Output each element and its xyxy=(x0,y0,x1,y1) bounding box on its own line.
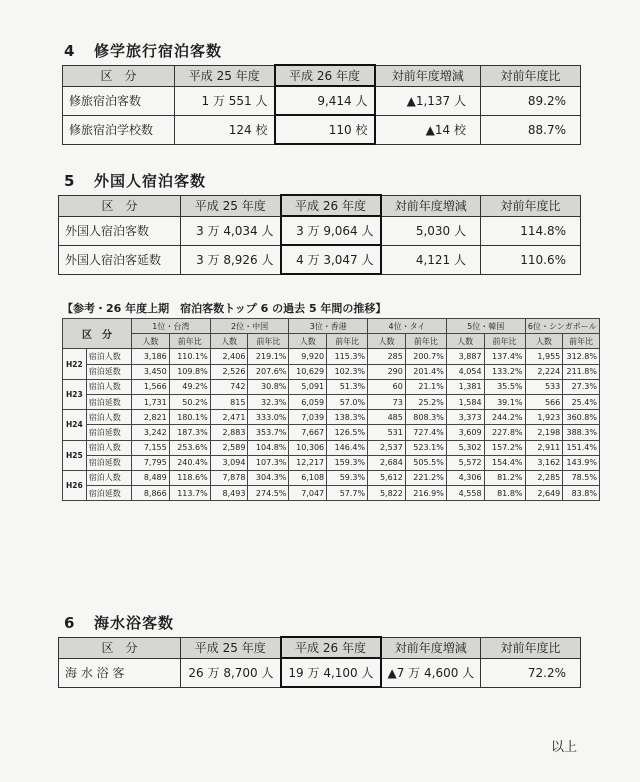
year-label: H23 xyxy=(63,379,87,409)
table-row xyxy=(63,440,600,455)
people-cell: 285 xyxy=(368,349,406,364)
people-cell: 8,489 xyxy=(132,470,170,485)
people-cell: 742 xyxy=(210,379,248,394)
people-cell: 5,572 xyxy=(446,455,484,470)
metric-label: 宿泊延数 xyxy=(86,425,131,440)
table-row xyxy=(63,486,600,501)
ratio-cell: 143.9% xyxy=(563,455,600,470)
ratio-cell: 118.6% xyxy=(169,470,210,485)
ratio-cell: 30.8% xyxy=(248,379,289,394)
ratio-cell: 187.3% xyxy=(169,425,210,440)
header-h26: 平成 26 年度 xyxy=(275,65,375,86)
ratio-cell: 219.1% xyxy=(248,349,289,364)
value-ratio: 110.6% xyxy=(481,245,581,274)
year-label: H22 xyxy=(63,349,87,379)
year-label: H25 xyxy=(63,440,87,470)
people-cell: 1,955 xyxy=(525,349,563,364)
table-row xyxy=(63,364,600,379)
value-ratio: 88.7% xyxy=(481,115,581,144)
people-cell: 4,306 xyxy=(446,470,484,485)
subheader-ratio: 前年比 xyxy=(484,334,525,349)
foreign-guests-table xyxy=(58,194,581,275)
ratio-cell: 27.3% xyxy=(563,379,600,394)
metric-label: 宿泊人数 xyxy=(86,470,131,485)
people-cell: 5,091 xyxy=(289,379,327,394)
section-number: 4 xyxy=(64,42,76,60)
row-label: 外国人宿泊客延数 xyxy=(59,245,181,274)
ratio-cell: 51.3% xyxy=(327,379,368,394)
subheader-people: 人数 xyxy=(289,334,327,349)
value-ratio: 114.8% xyxy=(481,216,581,245)
subheader-people: 人数 xyxy=(210,334,248,349)
people-cell: 2,526 xyxy=(210,364,248,379)
table-row xyxy=(63,455,600,470)
subheader-ratio: 前年比 xyxy=(169,334,210,349)
value-h25: 3 万 4,034 人 xyxy=(181,216,281,245)
value-change: ▲14 校 xyxy=(375,115,481,144)
people-cell: 533 xyxy=(525,379,563,394)
ratio-cell: 49.2% xyxy=(169,379,210,394)
header-change: 対前年度増減 xyxy=(381,637,481,658)
people-cell: 9,920 xyxy=(289,349,327,364)
people-cell: 10,629 xyxy=(289,364,327,379)
ratio-cell: 808.3% xyxy=(405,410,446,425)
ratio-cell: 81.8% xyxy=(484,486,525,501)
people-cell: 3,186 xyxy=(132,349,170,364)
beach-visitors-table xyxy=(58,636,581,688)
subheader-ratio: 前年比 xyxy=(248,334,289,349)
table-header-row xyxy=(59,637,581,658)
header-h25: 平成 25 年度 xyxy=(175,65,275,86)
ratio-cell: 211.8% xyxy=(563,364,600,379)
ratio-cell: 104.8% xyxy=(248,440,289,455)
value-h25: 124 校 xyxy=(175,115,275,144)
people-cell: 2,537 xyxy=(368,440,406,455)
ratio-cell: 110.1% xyxy=(169,349,210,364)
subheader-people: 人数 xyxy=(132,334,170,349)
ratio-cell: 353.7% xyxy=(248,425,289,440)
header-change: 対前年度増減 xyxy=(381,195,481,216)
row-label: 外国人宿泊客数 xyxy=(59,216,181,245)
value-h26: 19 万 4,100 人 xyxy=(281,658,381,687)
ratio-cell: 157.2% xyxy=(484,440,525,455)
people-cell: 3,162 xyxy=(525,455,563,470)
metric-label: 宿泊延数 xyxy=(86,455,131,470)
people-cell: 1,381 xyxy=(446,379,484,394)
row-label: 修旅宿泊客数 xyxy=(63,86,175,115)
subheader-people: 人数 xyxy=(446,334,484,349)
table-row xyxy=(63,470,600,485)
ratio-cell: 138.3% xyxy=(327,410,368,425)
year-label: H26 xyxy=(63,470,87,500)
people-cell: 4,558 xyxy=(446,486,484,501)
people-cell: 2,911 xyxy=(525,440,563,455)
table-row xyxy=(63,115,581,144)
value-h26: 110 校 xyxy=(275,115,375,144)
table-row xyxy=(59,658,581,687)
ratio-cell: 304.3% xyxy=(248,470,289,485)
header-country: 6位・シンガポール xyxy=(525,319,599,334)
table-header-row xyxy=(63,65,581,86)
table-row xyxy=(63,394,600,409)
ratio-cell: 57.0% xyxy=(327,394,368,409)
metric-label: 宿泊人数 xyxy=(86,440,131,455)
ratio-cell: 253.6% xyxy=(169,440,210,455)
ratio-cell: 81.2% xyxy=(484,470,525,485)
metric-label: 宿泊延数 xyxy=(86,394,131,409)
people-cell: 2,406 xyxy=(210,349,248,364)
ratio-cell: 21.1% xyxy=(405,379,446,394)
people-cell: 6,108 xyxy=(289,470,327,485)
people-cell: 2,821 xyxy=(132,410,170,425)
ratio-cell: 25.4% xyxy=(563,394,600,409)
section-title-text: 修学旅行宿泊客数 xyxy=(94,42,223,60)
people-cell: 815 xyxy=(210,394,248,409)
value-change: 5,030 人 xyxy=(381,216,481,245)
header-kubun: 区 分 xyxy=(59,637,181,658)
ratio-cell: 78.5% xyxy=(563,470,600,485)
section-title-text: 海水浴客数 xyxy=(94,614,175,632)
people-cell: 7,667 xyxy=(289,425,327,440)
header-country: 3位・香港 xyxy=(289,319,368,334)
subheader-people: 人数 xyxy=(525,334,563,349)
header-ratio: 対前年度比 xyxy=(481,65,581,86)
header-change: 対前年度増減 xyxy=(375,65,481,86)
closing-remark: 以上 xyxy=(551,740,578,755)
people-cell: 1,923 xyxy=(525,410,563,425)
ratio-cell: 109.8% xyxy=(169,364,210,379)
row-label: 修旅宿泊学校数 xyxy=(63,115,175,144)
ratio-cell: 727.4% xyxy=(405,425,446,440)
ratio-cell: 32.3% xyxy=(248,394,289,409)
metric-label: 宿泊人数 xyxy=(86,349,131,364)
section-4-title xyxy=(64,40,222,61)
people-cell: 566 xyxy=(525,394,563,409)
value-h26: 9,414 人 xyxy=(275,86,375,115)
people-cell: 531 xyxy=(368,425,406,440)
header-h26: 平成 26 年度 xyxy=(281,637,381,658)
people-cell: 2,285 xyxy=(525,470,563,485)
subheader-people: 人数 xyxy=(368,334,406,349)
people-cell: 1,566 xyxy=(132,379,170,394)
ratio-cell: 102.3% xyxy=(327,364,368,379)
value-change: 4,121 人 xyxy=(381,245,481,274)
people-cell: 1,584 xyxy=(446,394,484,409)
people-cell: 2,198 xyxy=(525,425,563,440)
people-cell: 7,039 xyxy=(289,410,327,425)
table-row xyxy=(59,245,581,274)
table-row xyxy=(63,410,600,425)
people-cell: 2,471 xyxy=(210,410,248,425)
table-row xyxy=(63,379,600,394)
ratio-cell: 333.0% xyxy=(248,410,289,425)
top6-trend-table xyxy=(62,318,600,501)
header-h25: 平成 25 年度 xyxy=(181,195,281,216)
country-header-row xyxy=(63,319,600,334)
people-cell: 7,155 xyxy=(132,440,170,455)
metric-label: 宿泊人数 xyxy=(86,410,131,425)
value-ratio: 72.2% xyxy=(481,658,581,687)
people-cell: 3,450 xyxy=(132,364,170,379)
ratio-cell: 126.5% xyxy=(327,425,368,440)
ratio-cell: 216.9% xyxy=(405,486,446,501)
people-cell: 10,306 xyxy=(289,440,327,455)
people-cell: 8,493 xyxy=(210,486,248,501)
header-country: 5位・韓国 xyxy=(446,319,525,334)
people-cell: 2,883 xyxy=(210,425,248,440)
section-title-text: 外国人宿泊客数 xyxy=(94,172,207,190)
metric-label: 宿泊延数 xyxy=(86,364,131,379)
ratio-cell: 505.5% xyxy=(405,455,446,470)
people-cell: 73 xyxy=(368,394,406,409)
value-h25: 26 万 8,700 人 xyxy=(181,658,281,687)
subheader-row xyxy=(63,334,600,349)
ratio-cell: 523.1% xyxy=(405,440,446,455)
value-change: ▲7 万 4,600 人 xyxy=(381,658,481,687)
table-row xyxy=(63,86,581,115)
reference-title: 【参考・26 年度上期 宿泊客数トップ 6 の過去 5 年間の推移】 xyxy=(62,302,387,315)
ratio-cell: 244.2% xyxy=(484,410,525,425)
value-h25: 3 万 8,926 人 xyxy=(181,245,281,274)
people-cell: 3,373 xyxy=(446,410,484,425)
row-label: 海 水 浴 客 xyxy=(59,658,181,687)
people-cell: 12,217 xyxy=(289,455,327,470)
subheader-ratio: 前年比 xyxy=(405,334,446,349)
ratio-cell: 154.4% xyxy=(484,455,525,470)
table-row xyxy=(63,349,600,364)
subheader-ratio: 前年比 xyxy=(327,334,368,349)
ratio-cell: 39.1% xyxy=(484,394,525,409)
people-cell: 5,822 xyxy=(368,486,406,501)
ratio-cell: 201.4% xyxy=(405,364,446,379)
header-h25: 平成 25 年度 xyxy=(181,637,281,658)
people-cell: 3,609 xyxy=(446,425,484,440)
header-country: 2位・中国 xyxy=(210,319,289,334)
ratio-cell: 133.2% xyxy=(484,364,525,379)
people-cell: 4,054 xyxy=(446,364,484,379)
ratio-cell: 200.7% xyxy=(405,349,446,364)
value-h26: 3 万 9,064 人 xyxy=(281,216,381,245)
people-cell: 1,731 xyxy=(132,394,170,409)
ratio-cell: 151.4% xyxy=(563,440,600,455)
table-header-row xyxy=(59,195,581,216)
people-cell: 3,094 xyxy=(210,455,248,470)
ratio-cell: 274.5% xyxy=(248,486,289,501)
people-cell: 2,684 xyxy=(368,455,406,470)
header-country: 4位・タイ xyxy=(368,319,447,334)
ratio-cell: 25.2% xyxy=(405,394,446,409)
header-ratio: 対前年度比 xyxy=(481,195,581,216)
people-cell: 5,302 xyxy=(446,440,484,455)
ratio-cell: 107.3% xyxy=(248,455,289,470)
people-cell: 2,224 xyxy=(525,364,563,379)
ratio-cell: 159.3% xyxy=(327,455,368,470)
ratio-cell: 115.3% xyxy=(327,349,368,364)
value-h26: 4 万 3,047 人 xyxy=(281,245,381,274)
metric-label: 宿泊人数 xyxy=(86,379,131,394)
people-cell: 3,242 xyxy=(132,425,170,440)
ratio-cell: 137.4% xyxy=(484,349,525,364)
value-h25: 1 万 551 人 xyxy=(175,86,275,115)
ratio-cell: 221.2% xyxy=(405,470,446,485)
ratio-cell: 146.4% xyxy=(327,440,368,455)
ratio-cell: 57.7% xyxy=(327,486,368,501)
people-cell: 7,878 xyxy=(210,470,248,485)
header-kubun: 区 分 xyxy=(63,319,132,349)
people-cell: 2,649 xyxy=(525,486,563,501)
ratio-cell: 50.2% xyxy=(169,394,210,409)
header-kubun: 区 分 xyxy=(63,65,175,86)
value-change: ▲1,137 人 xyxy=(375,86,481,115)
ratio-cell: 360.8% xyxy=(563,410,600,425)
people-cell: 3,887 xyxy=(446,349,484,364)
ratio-cell: 207.6% xyxy=(248,364,289,379)
people-cell: 7,047 xyxy=(289,486,327,501)
metric-label: 宿泊延数 xyxy=(86,486,131,501)
value-ratio: 89.2% xyxy=(481,86,581,115)
header-h26: 平成 26 年度 xyxy=(281,195,381,216)
header-ratio: 対前年度比 xyxy=(481,637,581,658)
section-6-title xyxy=(64,612,174,633)
header-country: 1位・台湾 xyxy=(132,319,211,334)
ratio-cell: 227.8% xyxy=(484,425,525,440)
table-row xyxy=(63,425,600,440)
year-label: H24 xyxy=(63,410,87,440)
table-row xyxy=(59,216,581,245)
ratio-cell: 83.8% xyxy=(563,486,600,501)
ratio-cell: 240.4% xyxy=(169,455,210,470)
ratio-cell: 312.8% xyxy=(563,349,600,364)
ratio-cell: 59.3% xyxy=(327,470,368,485)
people-cell: 5,612 xyxy=(368,470,406,485)
people-cell: 60 xyxy=(368,379,406,394)
school-trip-table xyxy=(62,64,581,145)
ratio-cell: 180.1% xyxy=(169,410,210,425)
section-number: 5 xyxy=(64,172,76,190)
people-cell: 6,059 xyxy=(289,394,327,409)
subheader-ratio: 前年比 xyxy=(563,334,600,349)
people-cell: 485 xyxy=(368,410,406,425)
header-kubun: 区 分 xyxy=(59,195,181,216)
section-number: 6 xyxy=(64,614,76,632)
people-cell: 290 xyxy=(368,364,406,379)
ratio-cell: 35.5% xyxy=(484,379,525,394)
ratio-cell: 113.7% xyxy=(169,486,210,501)
ratio-cell: 388.3% xyxy=(563,425,600,440)
people-cell: 8,866 xyxy=(132,486,170,501)
people-cell: 2,589 xyxy=(210,440,248,455)
people-cell: 7,795 xyxy=(132,455,170,470)
section-5-title xyxy=(64,170,206,191)
